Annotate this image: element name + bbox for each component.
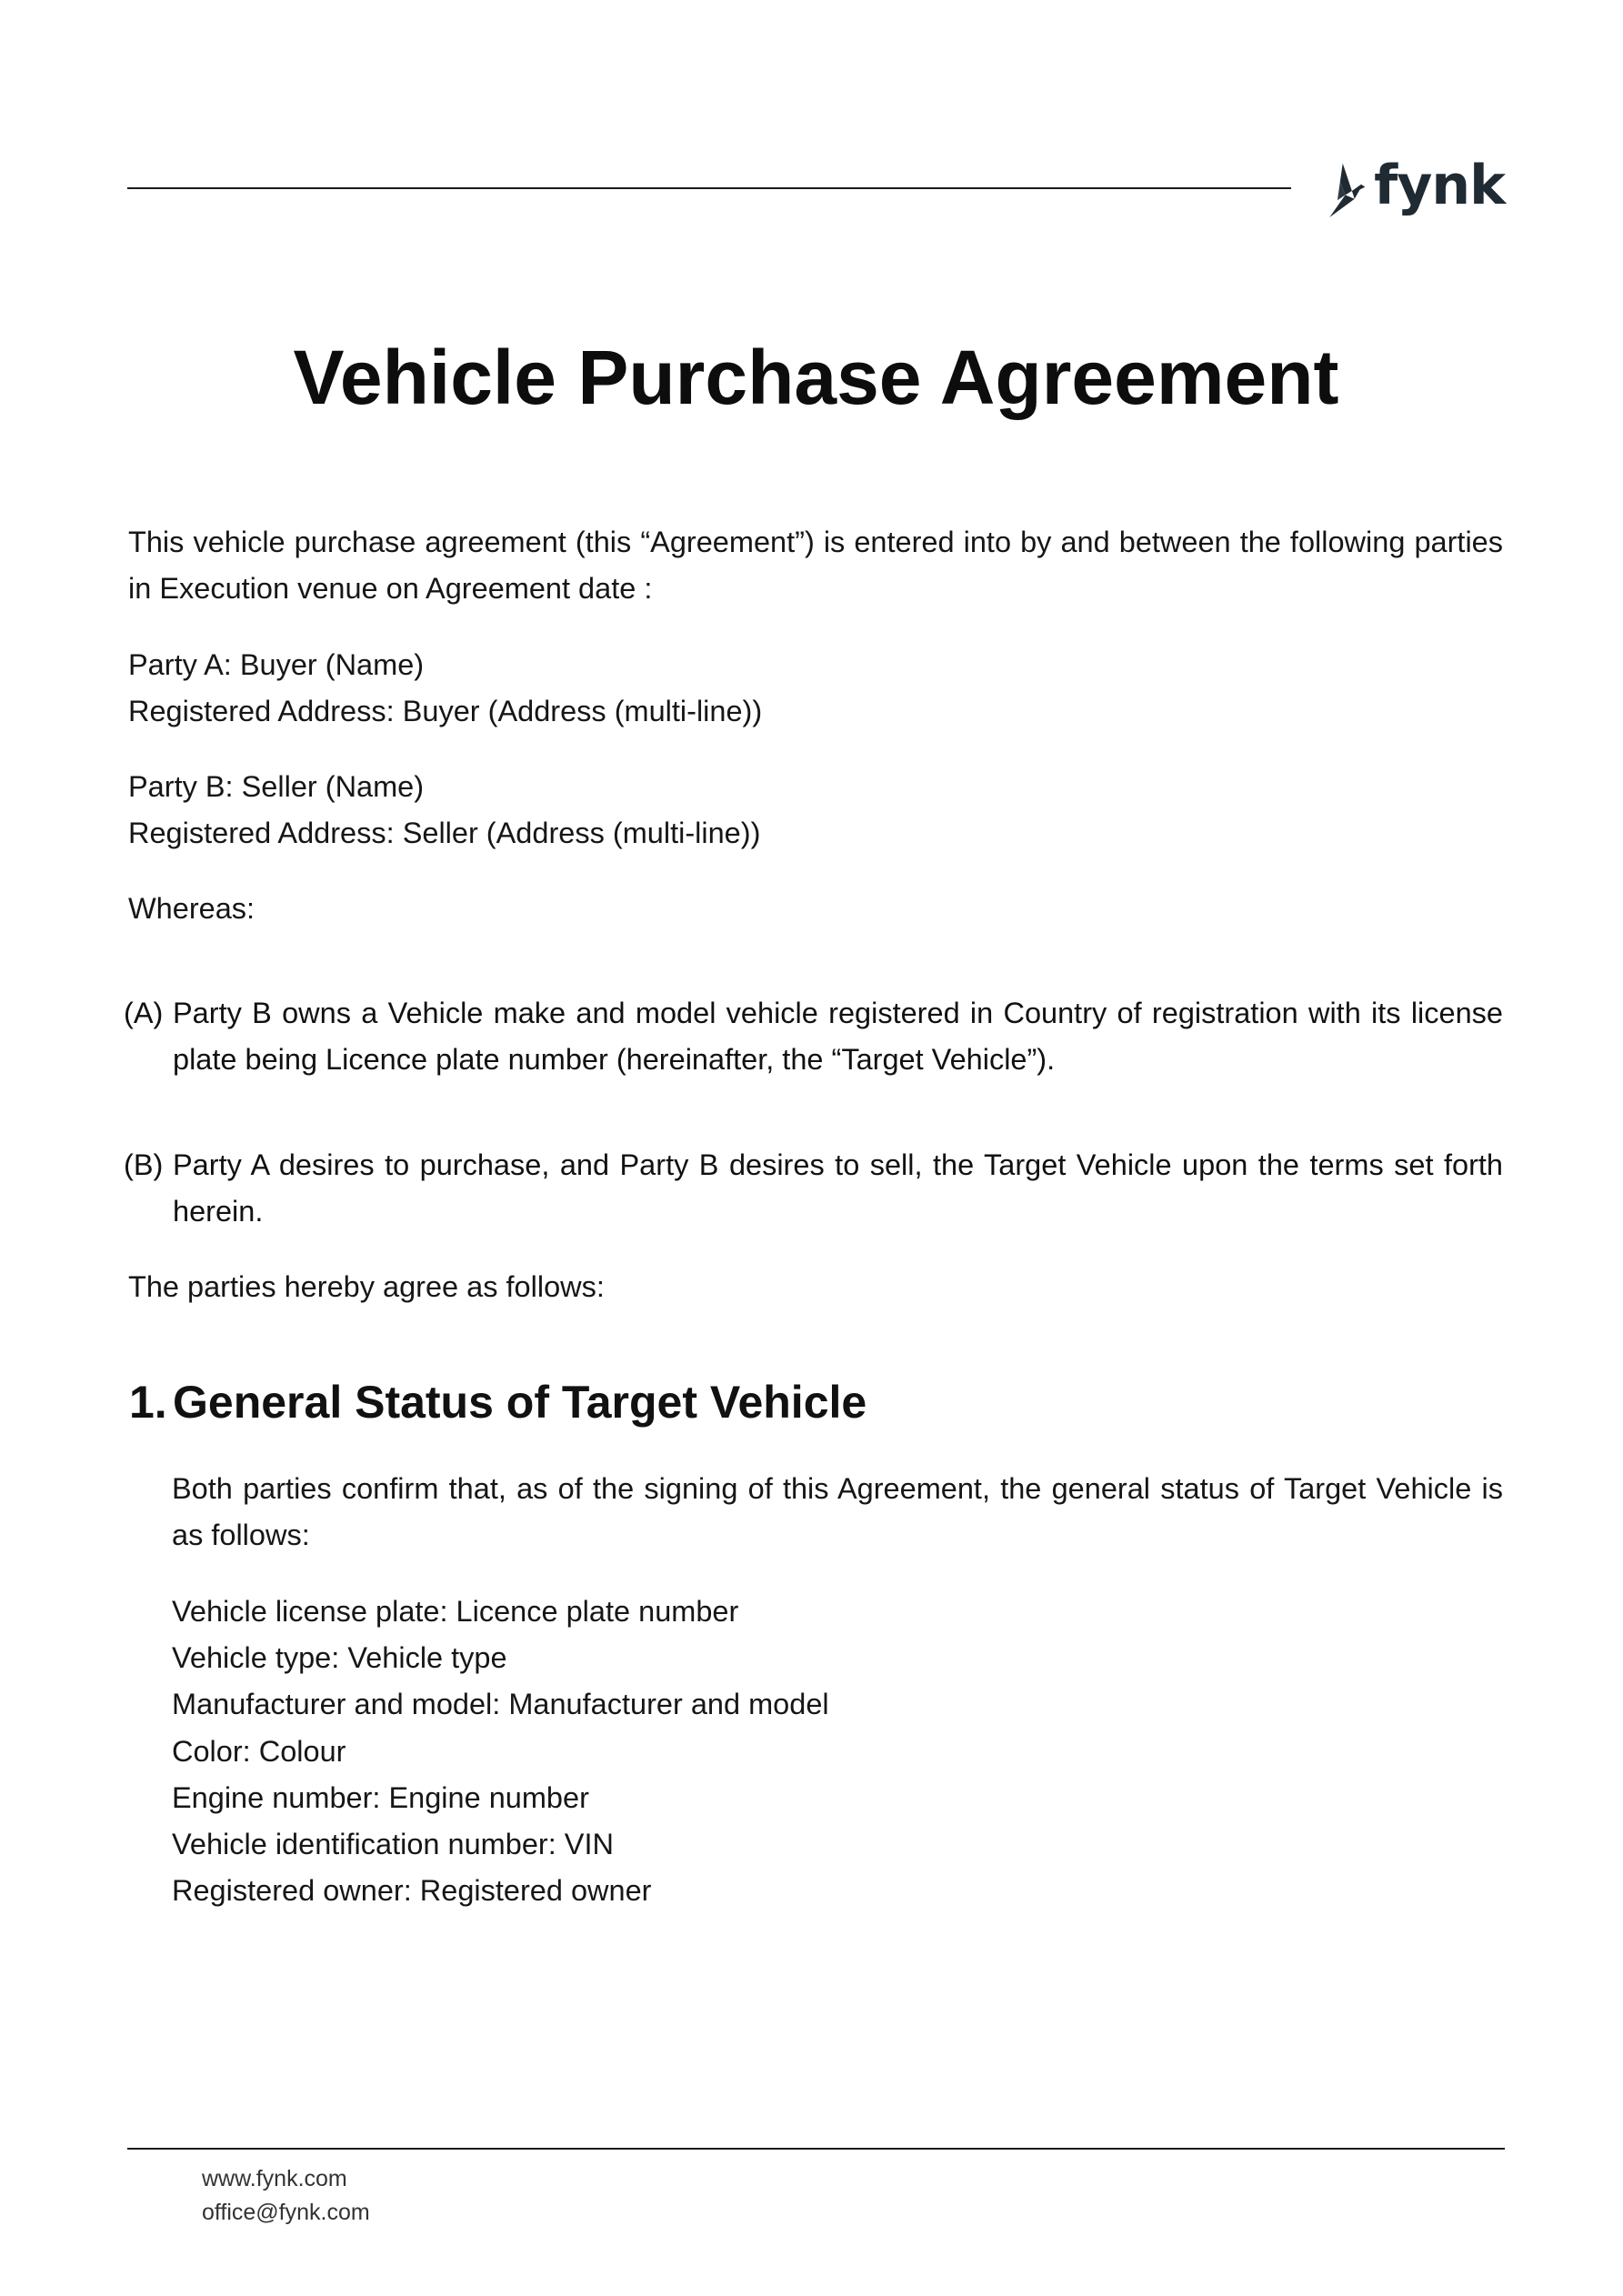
bird-logo-icon	[1323, 151, 1370, 231]
vehicle-details-list	[172, 1589, 829, 1914]
logo-wordmark: fynk	[1374, 154, 1505, 217]
party-b-name: Party B: Seller (Name)	[128, 770, 425, 803]
detail-manufacturer-model: Manufacturer and model: Manufacturer and model	[172, 1688, 829, 1721]
recital-b	[124, 1142, 1503, 1242]
detail-engine-number: Engine number: Engine number	[172, 1780, 589, 1814]
recital-marker: (B)	[124, 1148, 164, 1181]
party-b-address: Registered Address: Seller (Address (multi-line))	[128, 817, 761, 849]
fynk-logo	[1323, 150, 1505, 232]
footer-divider	[127, 2148, 1505, 2150]
party-a-block	[128, 642, 1503, 735]
footer-contact	[202, 2162, 370, 2230]
recital-marker: (A)	[124, 997, 164, 1029]
party-a-address: Registered Address: Buyer (Address (multi-line))	[128, 695, 763, 727]
section-1-intro: Both parties confirm that, as of the signing of this Agreement, the general status of Target Vehicle is as follows:	[172, 1472, 1503, 1551]
party-a-name: Party A: Buyer (Name)	[128, 648, 425, 681]
section-title: General Status of Target Vehicle	[173, 1377, 867, 1428]
detail-registered-owner: Registered owner: Registered owner	[172, 1874, 652, 1908]
section-1-heading	[129, 1373, 867, 1431]
party-b-block	[128, 764, 1503, 857]
footer-website-link[interactable]: www.fynk.com	[202, 2166, 347, 2191]
whereas-label: Whereas:	[128, 892, 255, 925]
recital-text: Party B owns a Vehicle make and model vehicle registered in Country of registration with its license plate being Licence plate number (hereinafter, the “Target Vehicle”).	[173, 997, 1503, 1076]
detail-color: Color: Colour	[172, 1734, 346, 1768]
section-number: 1.	[129, 1377, 167, 1428]
detail-license-plate: Vehicle license plate: Licence plate number	[172, 1595, 739, 1628]
agreement-lead-in: The parties hereby agree as follows:	[128, 1270, 605, 1303]
header-divider	[127, 187, 1291, 189]
detail-vin: Vehicle identification number: VIN	[172, 1828, 614, 1861]
document-title: Vehicle Purchase Agreement	[293, 335, 1339, 420]
intro-paragraph: This vehicle purchase agreement (this “Agreement”) is entered into by and between the following parties in Execution venue on Agreement date :	[128, 526, 1503, 605]
recital-text: Party A desires to purchase, and Party B desires to sell, the Target Vehicle upon the terms set forth herein.	[173, 1148, 1503, 1228]
footer-email-link[interactable]: office@fynk.com	[202, 2200, 370, 2225]
recital-a	[124, 990, 1503, 1090]
detail-vehicle-type: Vehicle type: Vehicle type	[172, 1641, 507, 1675]
